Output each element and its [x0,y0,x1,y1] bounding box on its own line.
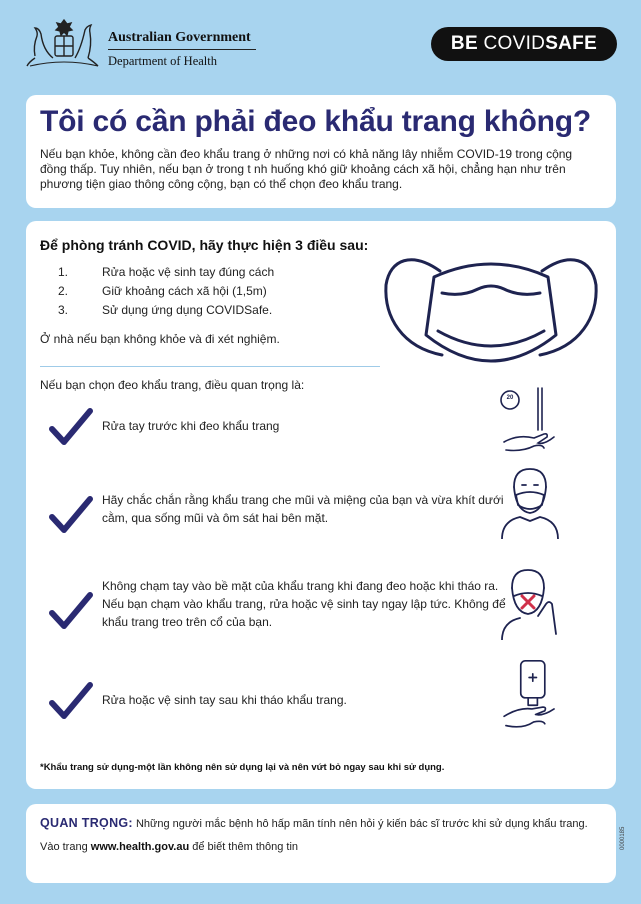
important-text: Những người mắc bệnh hô hấp mãn tính nên hỏi ý kiến bác sĩ trước khi sử dụng khẩu trang. [132,818,588,830]
sanitizer-dispenser-icon [498,659,562,733]
badge-be: BE [450,33,484,54]
visit-info [40,841,602,853]
step-number: 2. [58,284,69,298]
page-title: Tôi có cần phải đeo khẩu trang không? [40,105,591,138]
step-number: 1. [58,265,69,279]
footer-card [26,804,616,883]
checkmark-icon [48,591,94,631]
main-card [26,221,616,789]
tip-text: Rửa hoặc vệ sinh tay sau khi tháo khẩu trang. [102,693,347,707]
badge-safe: SAFE [545,33,598,54]
step-text: Rửa hoặc vệ sinh tay đúng cách [102,265,275,279]
step-text: Sử dụng ứng dụng COVIDSafe. [102,303,273,317]
tip-text: Hãy chắc chắn rằng khẩu trang che mũi và miệng của bạn và vừa khít dưới cằm, qua sống mũi và ôm sát hai bên mặt. [102,493,504,525]
document-code: 0000185 [620,826,626,850]
header [0,0,641,90]
do-not-touch-mask-icon [498,566,562,640]
timer-label: 20 [506,395,514,401]
government-wordmark [108,30,256,69]
stay-home-text: Ở nhà nếu bạn không khỏe và đi xét nghiệm. [40,332,280,346]
tip-text: Rửa tay trước khi đeo khẩu trang [102,419,280,433]
government-name: Australian Government [108,30,256,50]
checkmark-icon [48,681,94,721]
important-label: QUAN TRỌNG: [40,816,133,830]
choose-mask-text: Nếu bạn chọn đeo khẩu trang, điều quan trọng là: [40,378,305,392]
hand-sanitize-timer-icon [498,386,562,460]
step-number: 3. [58,303,69,317]
checkmark-icon [48,407,94,447]
health-website-link[interactable]: www.health.gov.au [90,841,190,853]
important-notice [40,816,602,832]
badge-covid: COVID [483,33,546,54]
step-text: Giữ khoảng cách xã hội (1,5m) [102,284,267,298]
person-wearing-mask-icon [498,465,562,539]
section-divider [40,366,380,367]
face-mask-icon [382,237,600,377]
intro-text: Nếu bạn khỏe, không cần đeo khẩu trang ở những nơi có khả năng lây nhiễm COVID-19 trong cộng đồng thấp. Tuy nhiên, nếu bạn ở trong t nh huống khó giữ khoảng cách xã hội, chẳng hạn như trên phương tiện giao thông công cộng, bạn có thể chọn đeo khẩu trang. [40,147,573,191]
visit-prefix: Vào trang [40,841,91,853]
disposable-mask-note: *Khẩu trang sử dụng-một lần không nên sử dụng lại và nên vứt bỏ ngay sau khi sử dụng. [40,762,445,773]
prevention-heading: Để phòng tránh COVID, hãy thực hiện 3 điều sau: [40,237,369,253]
intro-card [26,95,616,208]
tip-text: Không chạm tay vào bề mặt của khẩu trang khi đang đeo hoặc khi tháo ra. Nếu bạn chạm vào khẩu trang, rửa hoặc vệ sinh tay ngay lập tức. Không để khẩu trang treo trên cổ của bạn. [102,579,506,629]
visit-suffix: để biết thêm thông tin [189,841,299,853]
covidsafe-badge [431,27,617,61]
checkmark-icon [48,495,94,535]
coat-of-arms-icon [24,14,104,70]
department-name: Department of Health [108,54,217,68]
